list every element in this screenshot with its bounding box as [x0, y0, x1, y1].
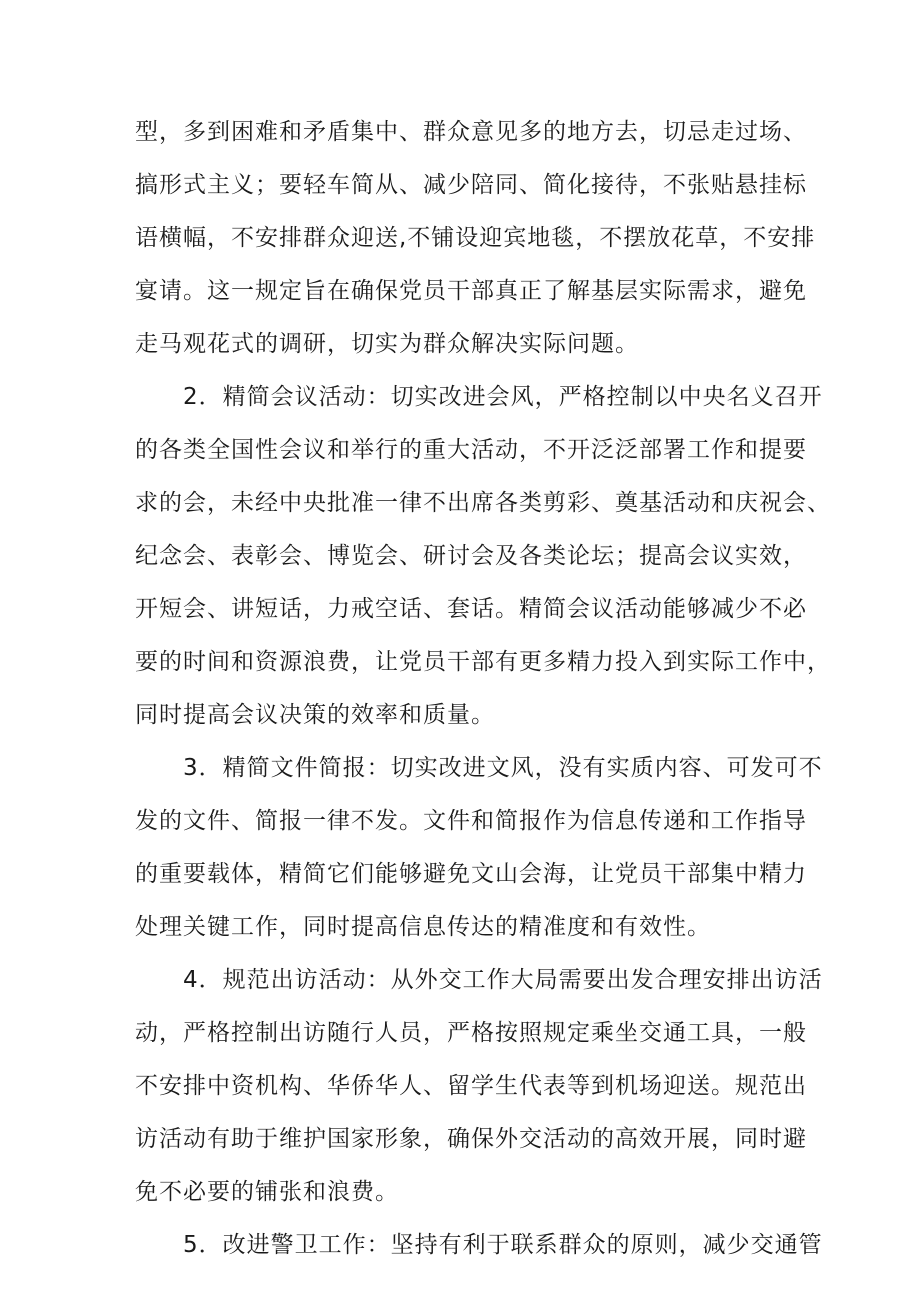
paragraph-2-meetings: [135, 371, 831, 742]
text-line: 搞形式主义；要轻车简从、减少陪同、简化接待，不张贴悬挂标: [135, 172, 807, 198]
text-line: 发的文件、简报一律不发。文件和简报作为信息传递和工作指导: [135, 808, 807, 834]
text-line: 语横幅，不安排群众迎送,不铺设迎宾地毯，不摆放花草，不安排: [135, 225, 816, 251]
text-line: 访活动有助于维护国家形象，确保外交活动的高效开展，同时避: [135, 1126, 807, 1152]
paragraph-1-continued: [135, 106, 816, 371]
text-line: 开短会、讲短话，力戒空话、套话。精简会议活动能够减少不必: [135, 596, 807, 622]
paragraph-5-security: [135, 1219, 823, 1272]
text-line: 动，严格控制出访随行人员，严格按照规定乘坐交通工具，一般: [135, 1020, 807, 1046]
document-body: [135, 106, 831, 1272]
text-line: 同时提高会议决策的效率和质量。: [135, 702, 495, 728]
text-line: 3．精简文件简报：切实改进文风，没有实质内容、可发可不: [183, 755, 823, 781]
text-line: 处理关键工作，同时提高信息传达的精准度和有效性。: [135, 914, 711, 940]
paragraph-3-documents: [135, 742, 823, 954]
text-line: 要的时间和资源浪费，让党员干部有更多精力投入到实际工作中，: [135, 649, 831, 675]
text-line: 4．规范出访活动：从外交工作大局需要出发合理安排出访活: [183, 967, 823, 993]
text-line: 走马观花式的调研，切实为群众解决实际问题。: [135, 331, 639, 357]
text-line: 纪念会、表彰会、博览会、研讨会及各类论坛；提高会议实效，: [135, 543, 807, 569]
text-line: 型，多到困难和矛盾集中、群众意见多的地方去，切忌走过场、: [135, 119, 807, 145]
text-line: 求的会，未经中央批准一律不出席各类剪彩、奠基活动和庆祝会、: [135, 490, 831, 516]
text-line: 免不必要的铺张和浪费。: [135, 1179, 399, 1205]
text-line: 宴请。这一规定旨在确保党员干部真正了解基层实际需求，避免: [135, 278, 807, 304]
paragraph-4-visits: [135, 954, 823, 1219]
text-line: 的各类全国性会议和举行的重大活动，不开泛泛部署工作和提要: [135, 437, 807, 463]
text-line: 5．改进警卫工作：坚持有利于联系群众的原则，减少交通管: [183, 1232, 823, 1258]
text-line: 的重要载体，精简它们能够避免文山会海，让党员干部集中精力: [135, 861, 807, 887]
text-line: 2．精简会议活动：切实改进会风，严格控制以中央名义召开: [183, 384, 823, 410]
text-line: 不安排中资机构、华侨华人、留学生代表等到机场迎送。规范出: [135, 1073, 807, 1099]
